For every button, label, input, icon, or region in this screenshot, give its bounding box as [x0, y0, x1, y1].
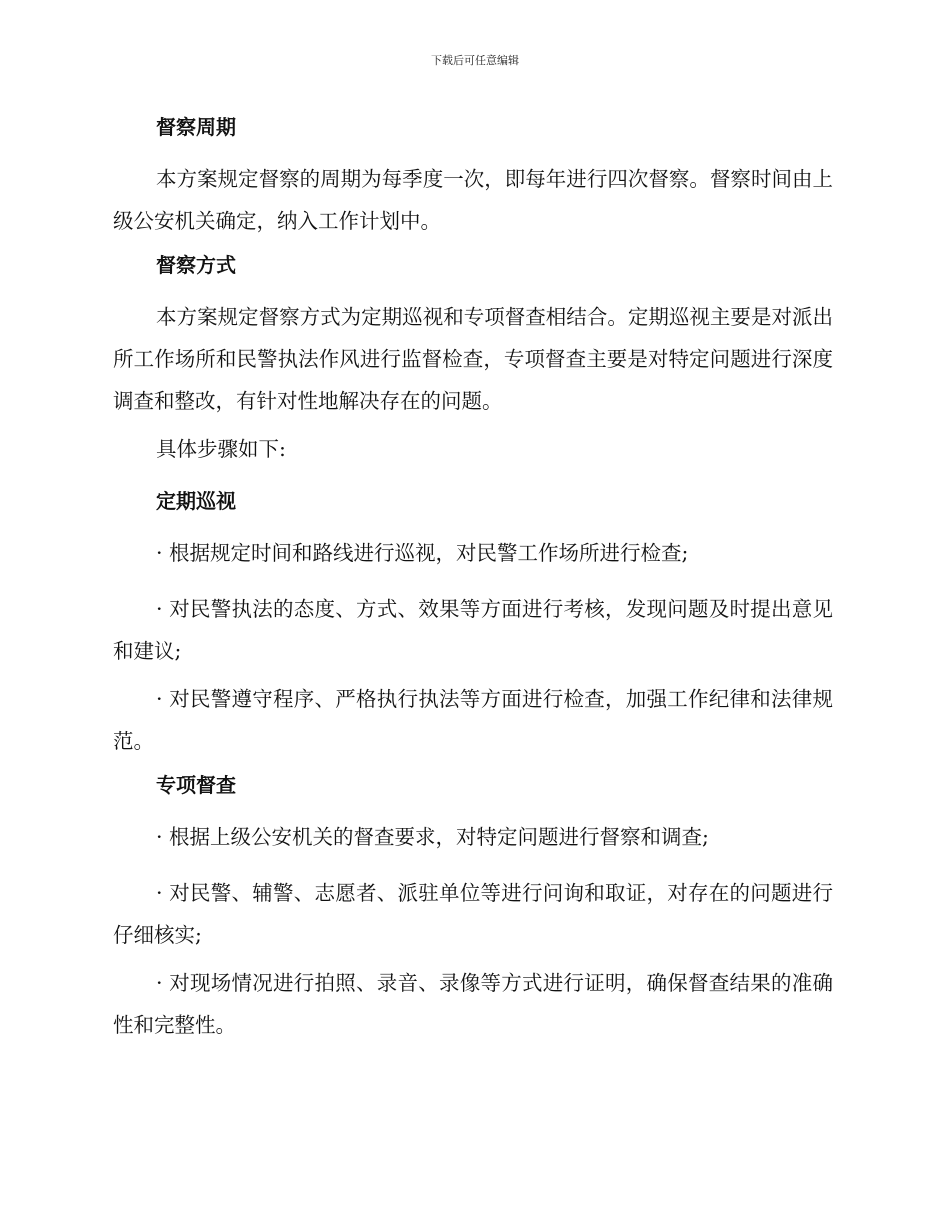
list-item-patrol-1: · 根据规定时间和路线进行巡视，对民警工作场所进行检查;	[156, 541, 689, 565]
section-heading-patrol: 定期巡视	[156, 489, 236, 513]
list-item-special-2: · 对民警、辅警、志愿者、派驻单位等进行问询和取证，对存在的问题进行仔细核实;	[113, 881, 833, 947]
section-heading-method: 督察方式	[156, 253, 236, 277]
section-heading-cycle: 督察周期	[156, 115, 236, 139]
list-item-special-3: · 对现场情况进行拍照、录音、录像等方式进行证明，确保督查结果的准确性和完整性。	[113, 971, 833, 1037]
document-body	[113, 110, 833, 1052]
list-item-patrol-2: · 对民警执法的态度、方式、效果等方面进行考核，发现问题及时提出意见和建议;	[113, 597, 833, 663]
paragraph-method: 本方案规定督察方式为定期巡视和专项督查相结合。定期巡视主要是对派出所工作场所和民警执法作风进行监督检查，专项督查主要是对特定问题进行深度调查和整改，有针对性地解决存在的问题。	[113, 305, 833, 413]
page-header: 下载后可任意编辑	[431, 54, 519, 67]
list-item-patrol-3: · 对民警遵守程序、严格执行执法等方面进行检查，加强工作纪律和法律规范。	[113, 687, 833, 753]
paragraph-steps-intro: 具体步骤如下:	[156, 437, 286, 461]
section-heading-special: 专项督查	[156, 773, 236, 797]
paragraph-cycle: 本方案规定督察的周期为每季度一次，即每年进行四次督察。督察时间由上级公安机关确定，纳入工作计划中。	[113, 167, 833, 233]
list-item-special-1: · 根据上级公安机关的督查要求，对特定问题进行督察和调查;	[156, 825, 709, 849]
